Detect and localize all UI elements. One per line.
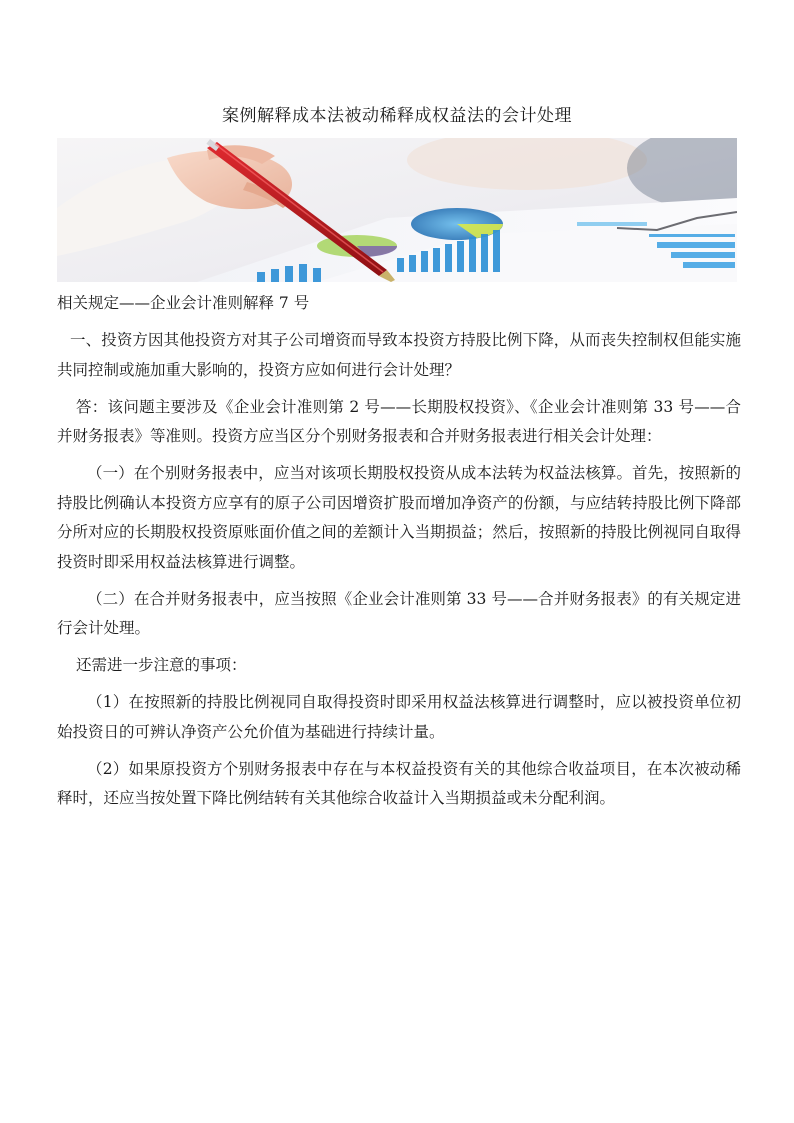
banner-image <box>57 138 737 282</box>
paragraph-notes-heading: 还需进一步注意的事项： <box>76 656 247 674</box>
paragraph-question: 一、投资方因其他投资方对其子公司增资而导致本投资方持股比例下降，从而丧失控制权但能实施共同控制或施加重大影响的，投资方应如何进行会计处理？ <box>57 331 741 379</box>
paragraph-individual-statements: （一）在个别财务报表中，应当对该项长期股权投资从成本法转为权益法核算。首先，按照新的持股比例确认本投资方应享有的原子公司因增资扩股而增加净资产的份额，与应结转持股比例下降部分所对应的长期股权投资原账面价值之间的差额计入当期损益；然后，按照新的持股比例视同自取得投资时即采用权益法核算进行调整。 <box>57 464 741 571</box>
paragraph-answer: 答：该问题主要涉及《企业会计准则第 2 号——长期股权投资》、《企业会计准则第 33 号——合并财务报表》等准则。投资方应当区分个别财务报表和合并财务报表进行相关会计处理： <box>57 397 741 445</box>
document-title: 案例解释成本法被动稀释成权益法的会计处理 <box>222 106 572 126</box>
paragraph-note-1: （1）在按照新的持股比例视同自取得投资时即采用权益法核算进行调整时，应以被投资单位初始投资日的可辨认净资产公允价值为基础进行持续计量。 <box>57 693 741 741</box>
paragraph-note-2: （2）如果原投资方个别财务报表中存在与本权益投资有关的其他综合收益项目，在本次被动稀释时，还应当按处置下降比例结转有关其他综合收益计入当期损益或未分配利润。 <box>57 759 741 807</box>
document-body <box>57 289 741 821</box>
finance-pen-illustration <box>57 138 737 282</box>
paragraph-consolidated-statements: （二）在合并财务报表中，应当按照《企业会计准则第 33 号——合并财务报表》的有关规定进行会计处理。 <box>57 589 741 637</box>
paragraph-related-rules: 相关规定——企业会计准则解释 7 号 <box>57 294 310 312</box>
